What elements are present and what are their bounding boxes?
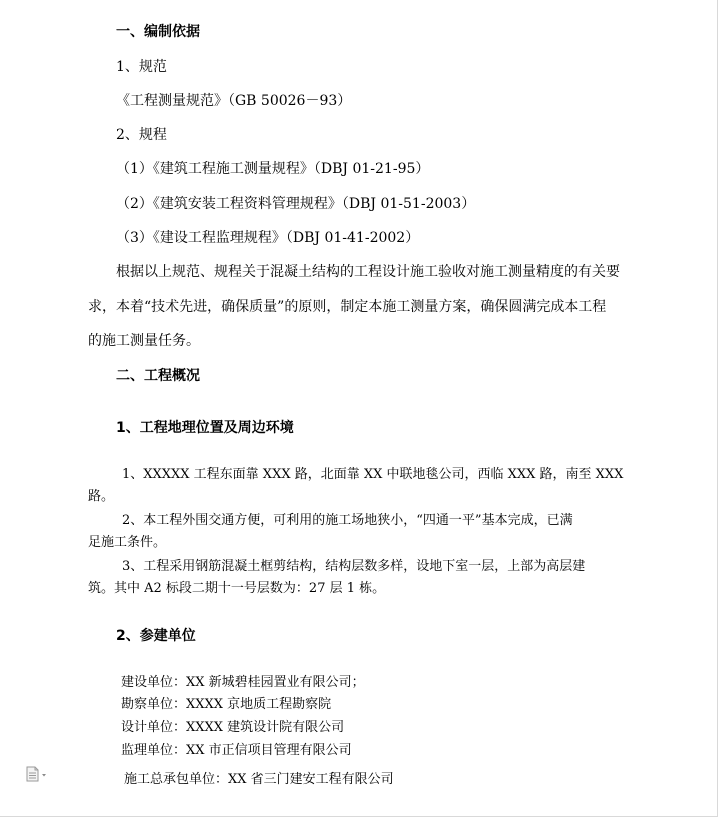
participant-unit: 建设单位：XX 新城碧桂园置业有限公司； [121,675,365,690]
paragraph-line: 根据以上规范、规程关于混凝土结构的工程设计施工验收对施工测量精度的有关要 [116,264,620,280]
regulation-item: （2）《建筑安装工程资料管理规程》（DBJ 01-51-2003） [116,196,476,212]
paragraph-line: 的施工测量任务。 [88,333,200,349]
overview-line: 足施工条件。 [88,535,167,550]
regulation-heading: 2、规程 [116,127,167,143]
overview-line: 2、本工程外围交通方便，可利用的施工场地狭小，“四通一平”基本完成，已满 [122,513,573,528]
overview-line: 筑。其中 A2 标段二期十一号层数为：27 层 1 栋。 [88,581,386,596]
paragraph-line: 求，本着“技术先进，确保质量”的原则，制定本施工测量方案，确保圆满完成本工程 [88,299,607,315]
regulation-item: （1）《建筑工程施工测量规程》（DBJ 01-21-95） [116,161,430,177]
document-icon[interactable] [26,766,48,782]
overview-line: 3、工程采用钢筋混凝土框剪结构，结构层数多样，设地下室一层，上部为高层建 [122,559,586,574]
spec-heading: 1、规范 [116,59,167,75]
participant-unit: 施工总承包单位：XX 省三门建安工程有限公司 [124,772,394,787]
subsection-participants-title: 2、参建单位 [116,628,196,644]
spec-item: 《工程测量规范》（GB 50026－93） [116,93,352,109]
subsection-location-title: 1、工程地理位置及周边环境 [116,420,294,436]
participant-unit: 监理单位：XX 市正信项目管理有限公司 [121,743,352,758]
overview-line: 路。 [88,489,115,504]
participant-unit: 设计单位：XXXX 建筑设计院有限公司 [121,720,345,735]
overview-line: 1、XXXXX 工程东面靠 XXX 路，北面靠 XX 中联地毯公司，西临 XXX 路，南至 XXX [122,467,624,482]
section-2-title: 二、工程概况 [116,368,200,384]
regulation-item: （3）《建设工程监理规程》（DBJ 01-41-2002） [116,230,420,246]
section-1-title: 一、编制依据 [116,24,200,40]
participant-unit: 勘察单位：XXXX 京地质工程勘察院 [121,697,332,712]
